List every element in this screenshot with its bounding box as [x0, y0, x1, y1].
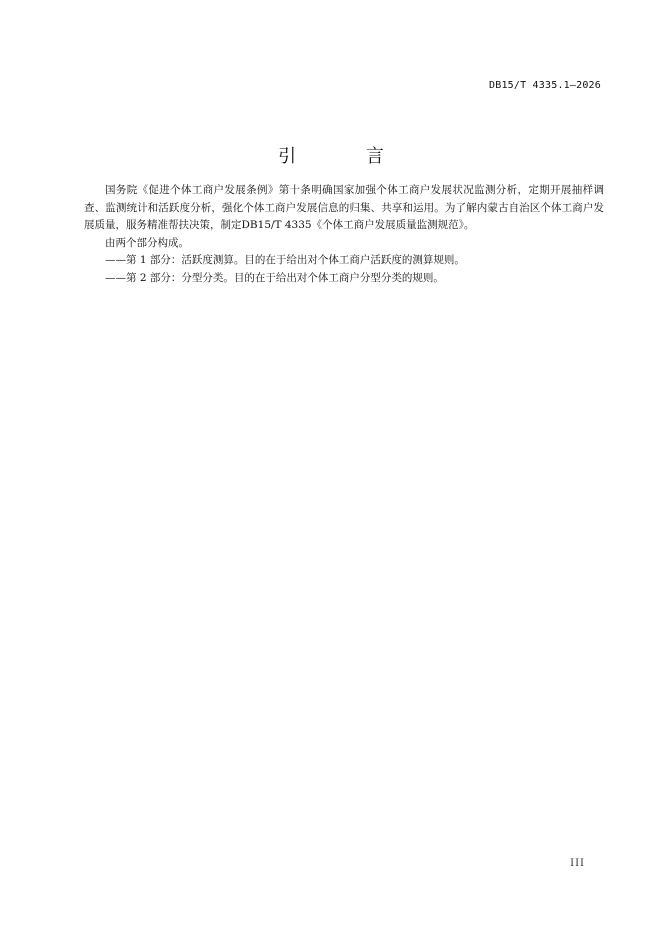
part-2-item: ——第 2 部分：分型分类。目的在于给出对个体工商户分型分类的规则。 — [105, 271, 444, 284]
section-title: 引 言 — [278, 146, 416, 167]
part-1-item: ——第 1 部分：活跃度测算。目的在于给出对个体工商户活跃度的测算规则。 — [105, 254, 465, 266]
introduction-body — [84, 182, 604, 287]
intro-paragraph: 国务院《促进个体工商户发展条例》第十条明确国家加强个体工商户发展状况监测分析，定期开展抽样调查、监测统计和活跃度分析，强化个体工商户发展信息的归集、共享和运用。为了解内蒙古自治区个体工商户发展质量，服务精准帮扶决策，制定DB15/T 4335《个体工商户发展质量监测规范》。 — [84, 184, 604, 231]
page-number: III — [570, 858, 585, 869]
parts-intro-paragraph: 由两个部分构成。 — [105, 236, 189, 249]
document-code: DB15/T 4335.1—2026 — [489, 80, 601, 91]
